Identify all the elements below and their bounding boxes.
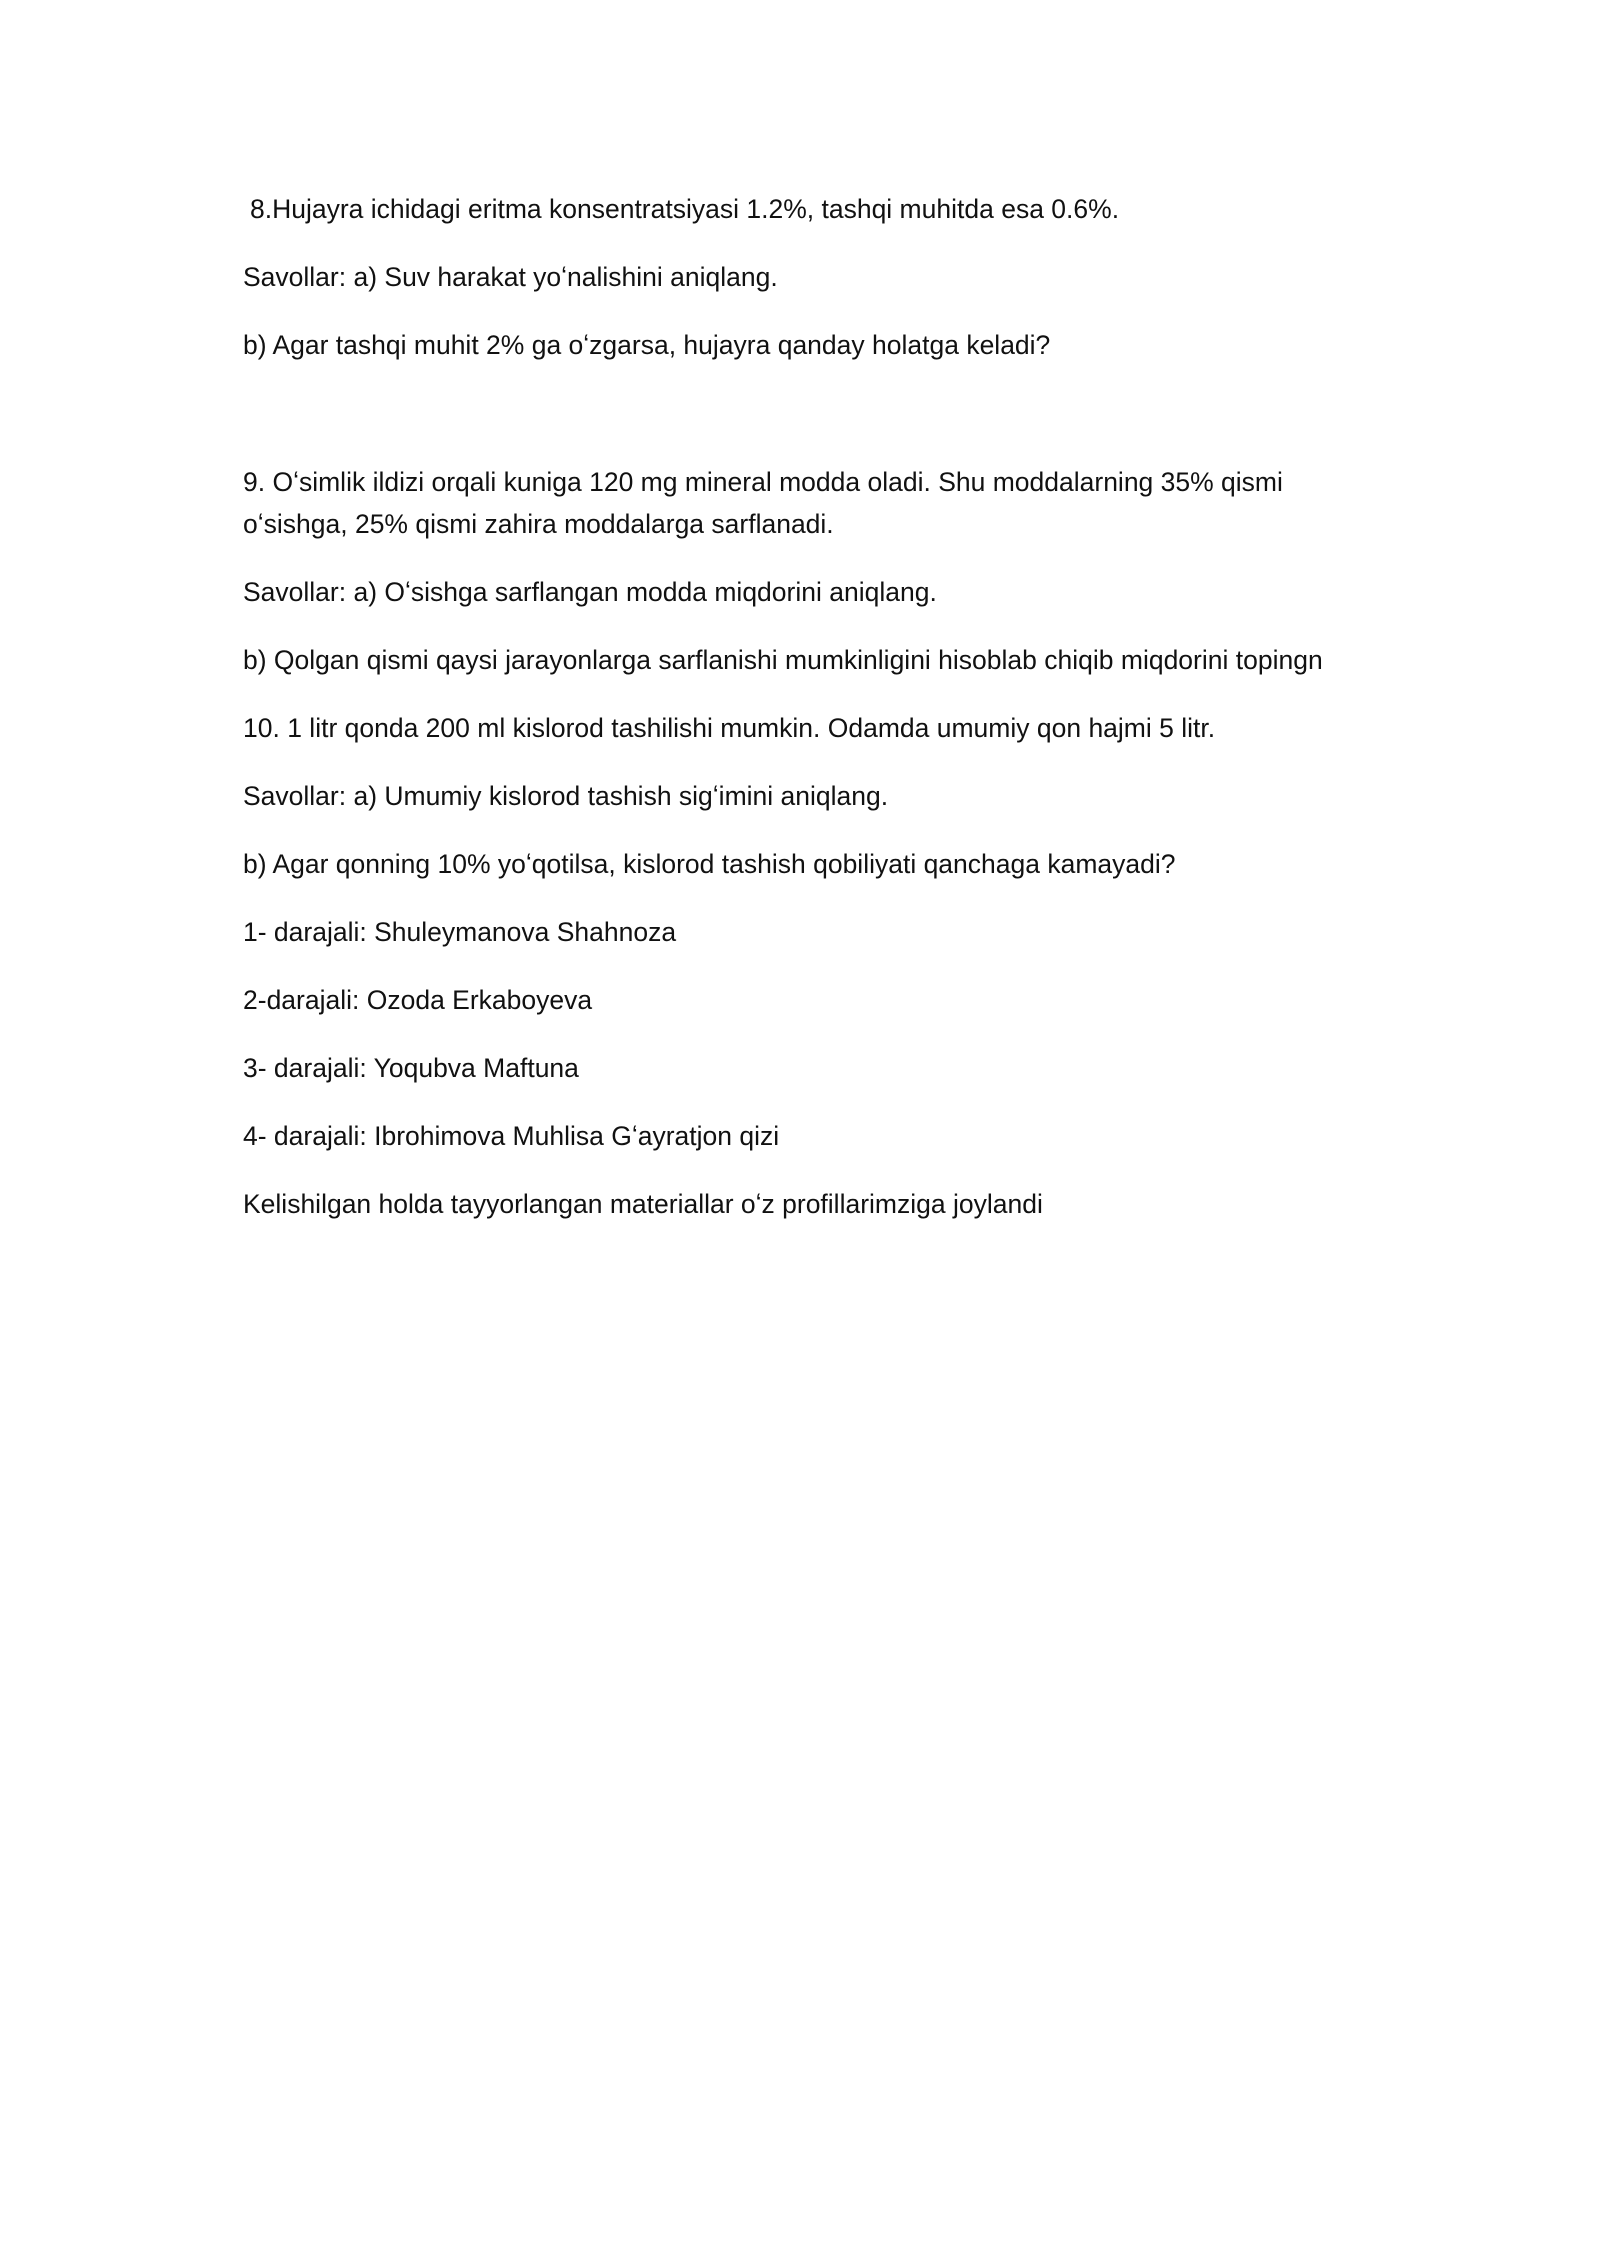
level-2-author: 2-darajali: Ozoda Erkaboyeva [243, 985, 593, 1015]
task-10-question-b: b) Agar qonning 10% yoʻqotilsa, kislorod tashish qobiliyati qanchaga kamayadi? [243, 849, 1176, 879]
task-9-question-a: Savollar: a) Oʻsishga sarflangan modda miqdorini aniqlang. [243, 577, 937, 607]
task-8-question-a: Savollar: a) Suv harakat yoʻnalishini aniqlang. [243, 262, 778, 292]
task-8-intro: 8.Hujayra ichidagi eritma konsentratsiyasi 1.2%, tashqi muhitda esa 0.6%. [250, 194, 1120, 224]
level-3-author: 3- darajali: Yoqubva Maftuna [243, 1053, 579, 1083]
footer-note: Kelishilgan holda tayyorlangan materiallar oʻz profillarimziga joylandi [243, 1189, 1043, 1219]
level-4-author: 4- darajali: Ibrohimova Muhlisa Gʻayratjon qizi [243, 1121, 780, 1151]
task-9-question-b: b) Qolgan qismi qaysi jarayonlarga sarflanishi mumkinligini hisoblab chiqib miqdorini topingn [243, 645, 1323, 675]
task-9-intro: 9. Oʻsimlik ildizi orqali kuniga 120 mg mineral modda oladi. Shu moddalarning 35% qismi oʻsishga, 25% qismi zahira moddalarga sarflanadi. [243, 467, 1283, 539]
level-1-author: 1- darajali: Shuleymanova Shahnoza [243, 917, 677, 947]
task-10-question-a: Savollar: a) Umumiy kislorod tashish sigʻimini aniqlang. [243, 781, 889, 811]
task-8-question-b: b) Agar tashqi muhit 2% ga oʻzgarsa, hujayra qanday holatga keladi? [243, 330, 1051, 360]
task-10-intro: 10. 1 litr qonda 200 ml kislorod tashilishi mumkin. Odamda umumiy qon hajmi 5 litr. [243, 713, 1216, 743]
document-body [243, 188, 1373, 1251]
